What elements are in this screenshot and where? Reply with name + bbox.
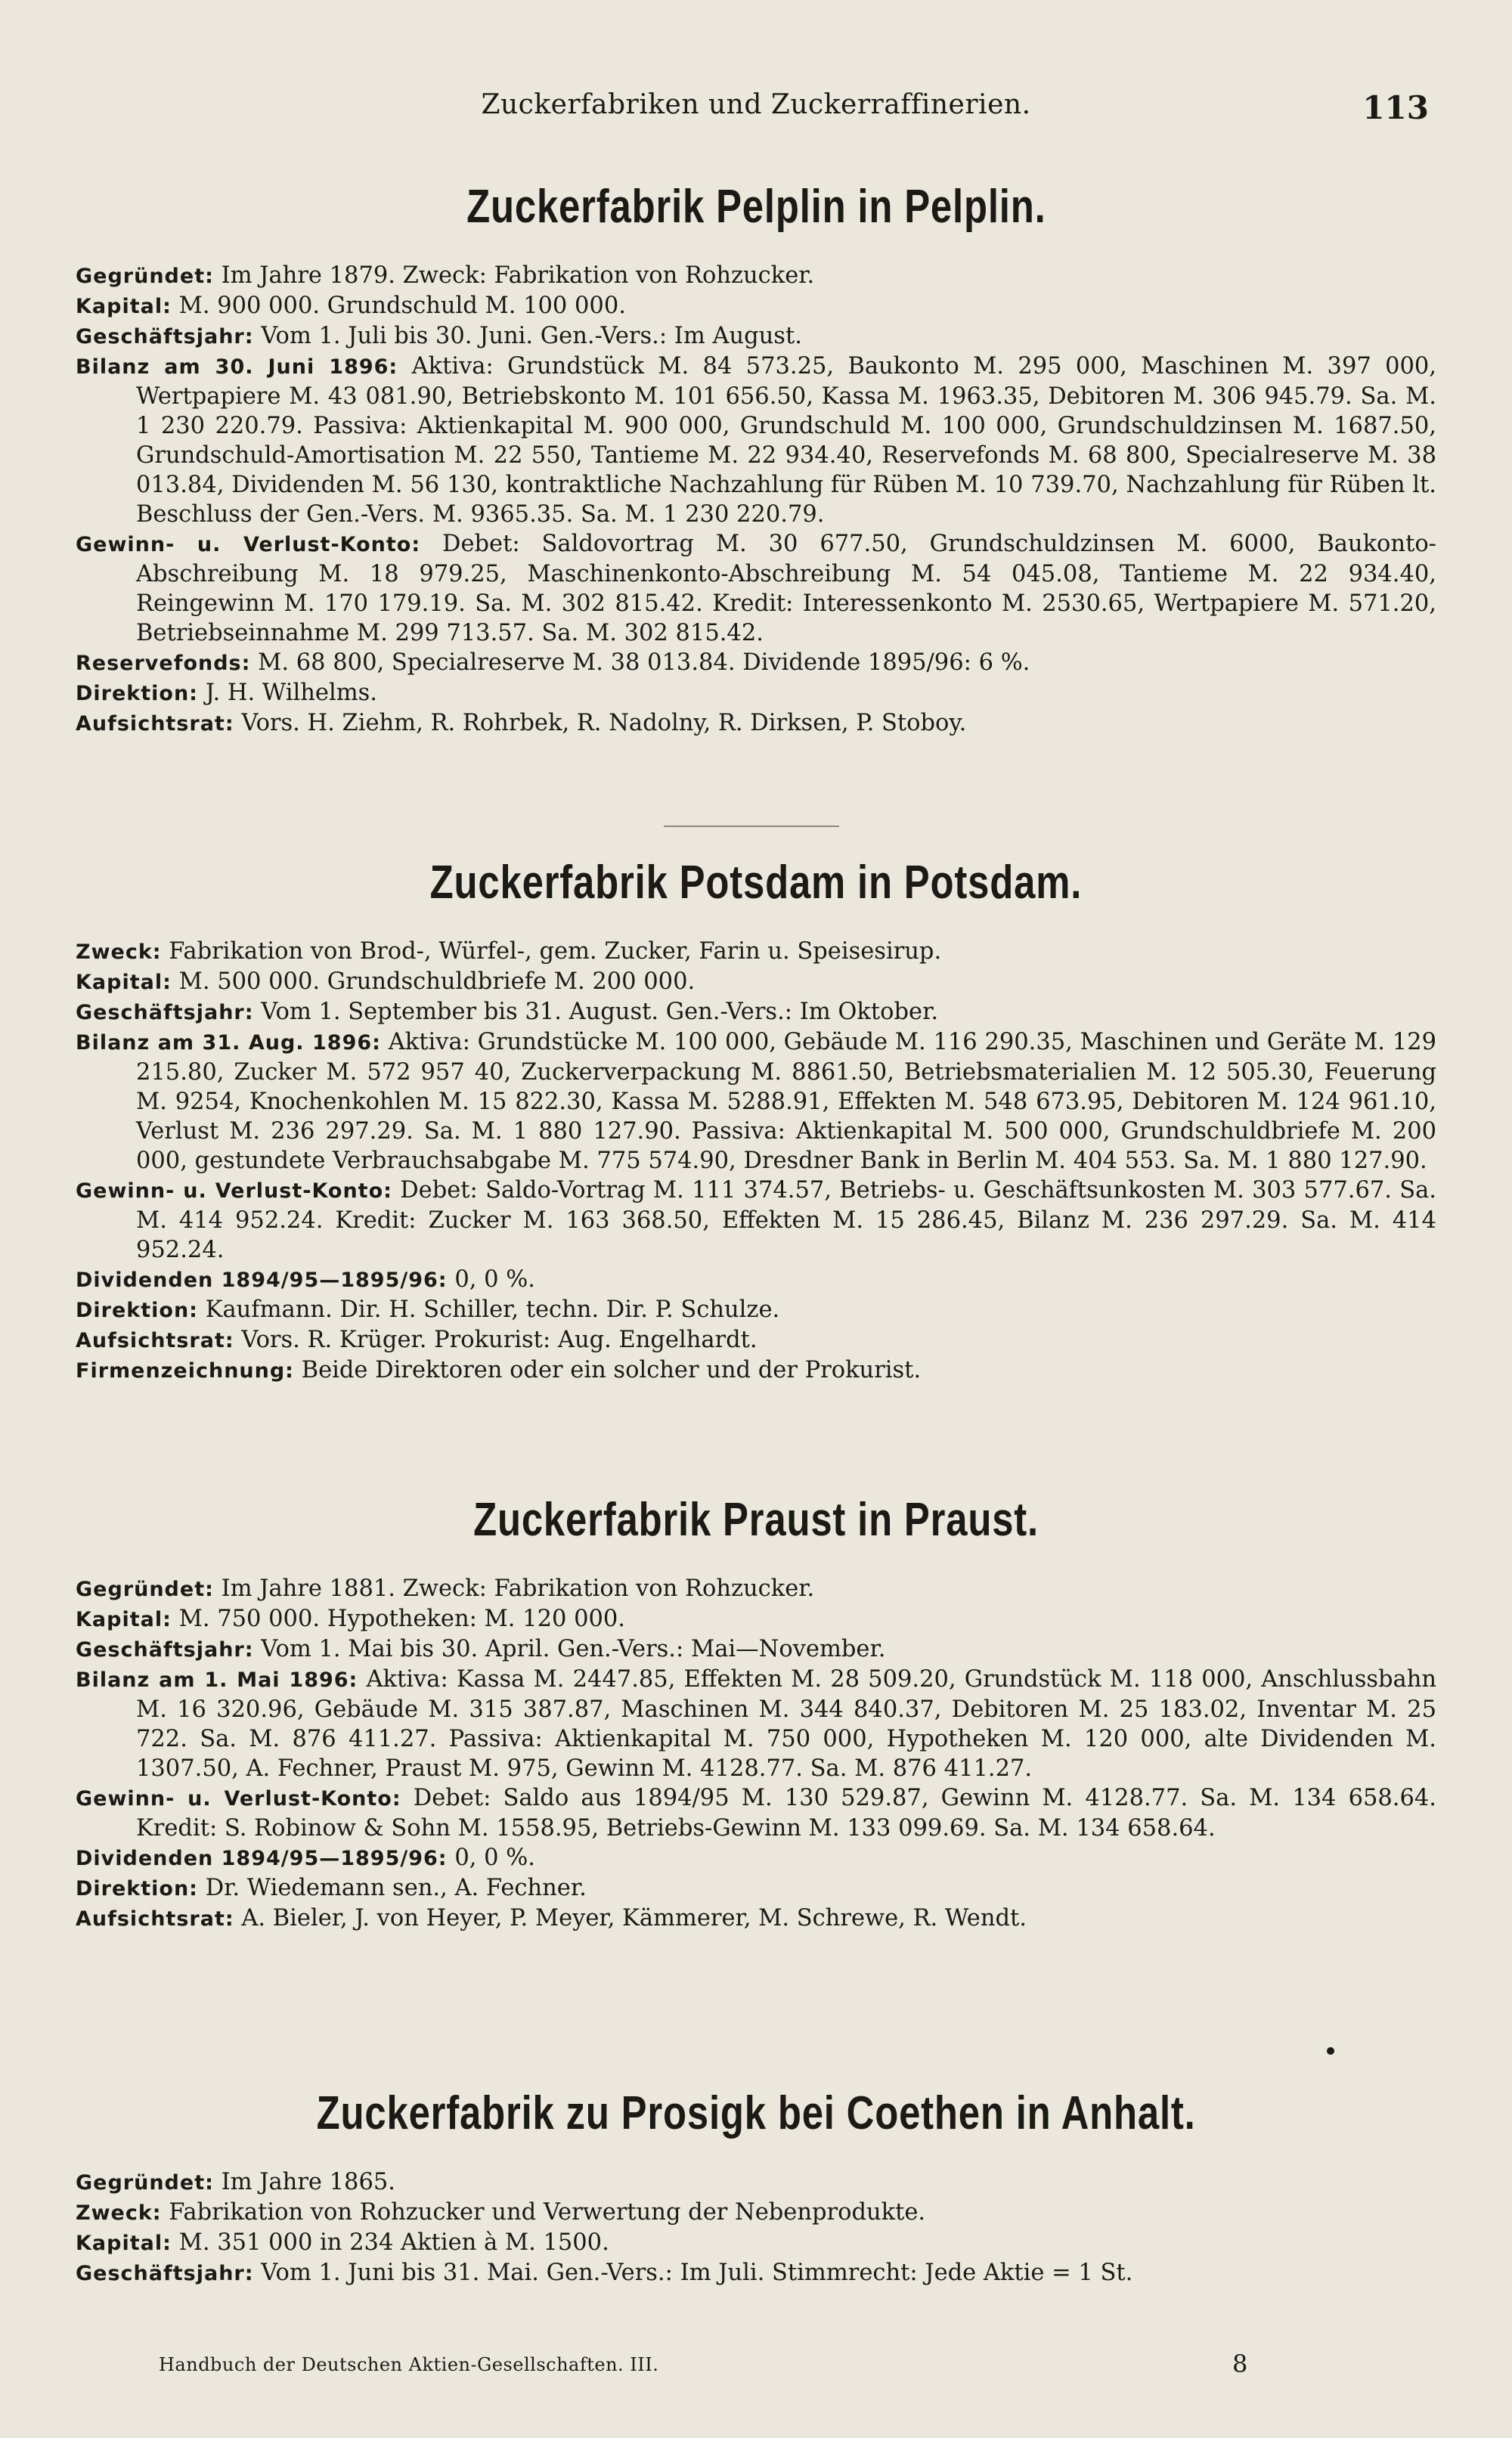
company-section-prosigk <box>76 2086 1436 2288</box>
entry-purpose: Zweck: Fabrikation von Brod-, Würfel-, gem. Zucker, Farin u. Speisesirup. <box>76 938 942 965</box>
entry-fiscal-year: Geschäftsjahr: Vom 1. Mai bis 30. April. Gen.-Vers.: Mai—November. <box>76 1636 886 1662</box>
entry-fiscal-year: Geschäftsjahr: Vom 1. Juni bis 31. Mai. Gen.-Vers.: Im Juli. Stimmrecht: Jede Aktie = 1 St. <box>76 2260 1133 2286</box>
entry-dividends: Dividenden 1894/95—1895/96: 0, 0 %. <box>76 1845 535 1871</box>
entry-fiscal-year: Geschäftsjahr: Vom 1. September bis 31. August. Gen.-Vers.: Im Oktober. <box>76 999 939 1025</box>
entry-capital: Kapital: M. 900 000. Grundschuld M. 100 000. <box>76 293 626 319</box>
entry-dividends: Dividenden 1894/95—1895/96: 0, 0 %. <box>76 1266 535 1293</box>
entry-supervisory-board: Aufsichtsrat: A. Bieler, J. von Heyer, P. Meyer, Kämmerer, M. Schrewe, R. Wendt. <box>76 1905 1027 1932</box>
company-title: Zuckerfabrik Pelplin in Pelplin. <box>466 181 1046 233</box>
entry-reserve: Reservefonds: M. 68 800, Specialreserve M. 38 013.84. Dividende 1895/96: 6 %. <box>76 649 1030 676</box>
entry-supervisory-board: Aufsichtsrat: Vors. R. Krüger. Prokurist: Aug. Engelhardt. <box>76 1327 758 1353</box>
entry-founded: Gegründet: Im Jahre 1865. <box>76 2169 395 2195</box>
entry-balance: Bilanz am 30. Juni 1896: Aktiva: Grundstück M. 84 573.25, Baukonto M. 295 000, Maschinen M. 397 000, Wertpapiere M. 43 081.90, Betriebskonto M. 101 656.50, Kassa M. 1963.35, Debitoren M. 306 945.79. Sa. M. 1 230 220.79. Passiva: Aktienkapital M. 900 000, Grundschuld M. 100 000, Grundschuldzinsen M. 1687.50, Grundschuld-Amortisation M. 22 550, Tantieme M. 22 934.40, Reservefonds M. 68 800, Specialreserve M. 38 013.84, Dividenden M. 56 130, kontraktliche Nachzahlung für Rüben M. 10 739.70, Nachzahlung für Rüben lt. Beschluss der Gen.-Vers. M. 9365.35. Sa. M. 1 230 220.79. <box>76 353 1436 528</box>
entry-signature-rule: Firmenzeichnung: Beide Direktoren oder ein solcher und der Prokurist. <box>76 1357 922 1383</box>
company-title: Zuckerfabrik zu Prosigk bei Coethen in Anhalt. <box>316 2087 1196 2139</box>
footer-source: Handbuch der Deutschen Aktien-Gesellschaften. III. <box>159 2354 659 2375</box>
entry-capital: Kapital: M. 351 000 in 234 Aktien à M. 1500. <box>76 2229 609 2256</box>
company-section-pelplin <box>76 180 1436 739</box>
entry-direction: Direktion: Dr. Wiedemann sen., A. Fechner. <box>76 1875 587 1901</box>
entry-supervisory-board: Aufsichtsrat: Vors. H. Ziehm, R. Rohrbek, R. Nadolny, R. Dirksen, P. Stoboy. <box>76 710 967 736</box>
entry-balance: Bilanz am 31. Aug. 1896: Aktiva: Grundstücke M. 100 000, Gebäude M. 116 290.35, Maschinen und Geräte M. 129 215.80, Zucker M. 572 957 40, Zuckerverpackung M. 8861.50, Betriebsmaterialien M. 12 505.30, Feuerung M. 9254, Knochenkohlen M. 15 822.30, Kassa M. 5288.91, Effekten M. 548 673.95, Debitoren M. 124 961.10, Verlust M. 236 297.29. Sa. M. 1 880 127.90. Passiva: Aktienkapital M. 500 000, Grundschuldbriefe M. 200 000, gestundete Verbrauchsabgabe M. 775 574.90, Dresdner Bank in Berlin M. 404 553. Sa. M. 1 880 127.90. <box>76 1029 1436 1174</box>
entry-profit-loss: Gewinn- u. Verlust-Konto: Debet: Saldo-Vortrag M. 111 374.57, Betriebs- u. Geschäftsunkosten M. 303 577.67. Sa. M. 414 952.24. Kredit: Zucker M. 163 368.50, Effekten M. 15 286.45, Bilanz M. 236 297.29. Sa. M. 414 952.24. <box>76 1177 1437 1263</box>
company-section-potsdam <box>76 856 1436 1386</box>
section-divider <box>664 826 839 827</box>
page-footer <box>159 2350 1368 2380</box>
entry-balance: Bilanz am 1. Mai 1896: Aktiva: Kassa M. 2447.85, Effekten M. 28 509.20, Grundstück M. 118 000, Anschlussbahn M. 16 320.96, Gebäude M. 315 387.87, Maschinen M. 344 840.37, Debitoren M. 25 183.02, Inventar M. 25 722. Sa. M. 876 411.27. Passiva: Aktienkapital M. 750 000, Hypotheken M. 120 000, alte Dividenden M. 1307.50, A. Fechner, Praust M. 975, Gewinn M. 4128.77. Sa. M. 876 411.27. <box>76 1666 1437 1782</box>
entry-fiscal-year: Geschäftsjahr: Vom 1. Juli bis 30. Juni. Gen.-Vers.: Im August. <box>76 323 802 349</box>
entry-capital: Kapital: M. 750 000. Hypotheken: M. 120 000. <box>76 1606 625 1632</box>
entry-capital: Kapital: M. 500 000. Grundschuldbriefe M. 200 000. <box>76 968 696 995</box>
ink-dot <box>1327 2047 1334 2055</box>
running-header <box>76 89 1436 135</box>
entry-profit-loss: Gewinn- u. Verlust-Konto: Debet: Saldo aus 1894/95 M. 130 529.87, Gewinn M. 4128.77. Sa. M. 134 658.64. Kredit: S. Robinow & Sohn M. 1558.95, Betriebs-Gewinn M. 133 099.69. Sa. M. 134 658.64. <box>76 1785 1436 1842</box>
company-title: Zuckerfabrik Praust in Praust. <box>473 1494 1039 1546</box>
entry-purpose: Zweck: Fabrikation von Rohzucker und Verwertung der Nebenprodukte. <box>76 2199 926 2226</box>
entry-direction: Direktion: Kaufmann. Dir. H. Schiller, techn. Dir. P. Schulze. <box>76 1296 780 1323</box>
company-title: Zuckerfabrik Potsdam in Potsdam. <box>429 857 1083 909</box>
entry-founded: Gegründet: Im Jahre 1879. Zweck: Fabrikation von Rohzucker. <box>76 262 815 289</box>
entry-profit-loss: Gewinn- u. Verlust-Konto: Debet: Saldovortrag M. 30 677.50, Grundschuldzinsen M. 6000, Baukonto-Abschreibung M. 18 979.25, Maschinenkonto-Abschreibung M. 54 045.08, Tantieme M. 22 934.40, Reingewinn M. 170 179.19. Sa. M. 302 815.42. Kredit: Interessenkonto M. 2530.65, Wertpapiere M. 571.20, Betriebseinnahme M. 299 713.57. Sa. M. 302 815.42. <box>76 531 1436 646</box>
page-number: 113 <box>1362 89 1429 126</box>
company-section-praust <box>76 1493 1436 1934</box>
entry-founded: Gegründet: Im Jahre 1881. Zweck: Fabrikation von Rohzucker. <box>76 1575 815 1602</box>
signature-mark: 8 <box>1232 2350 1248 2378</box>
entry-direction: Direktion: J. H. Wilhelms. <box>76 680 377 706</box>
running-title: Zuckerfabriken und Zuckerraffinerien. <box>481 89 1031 120</box>
